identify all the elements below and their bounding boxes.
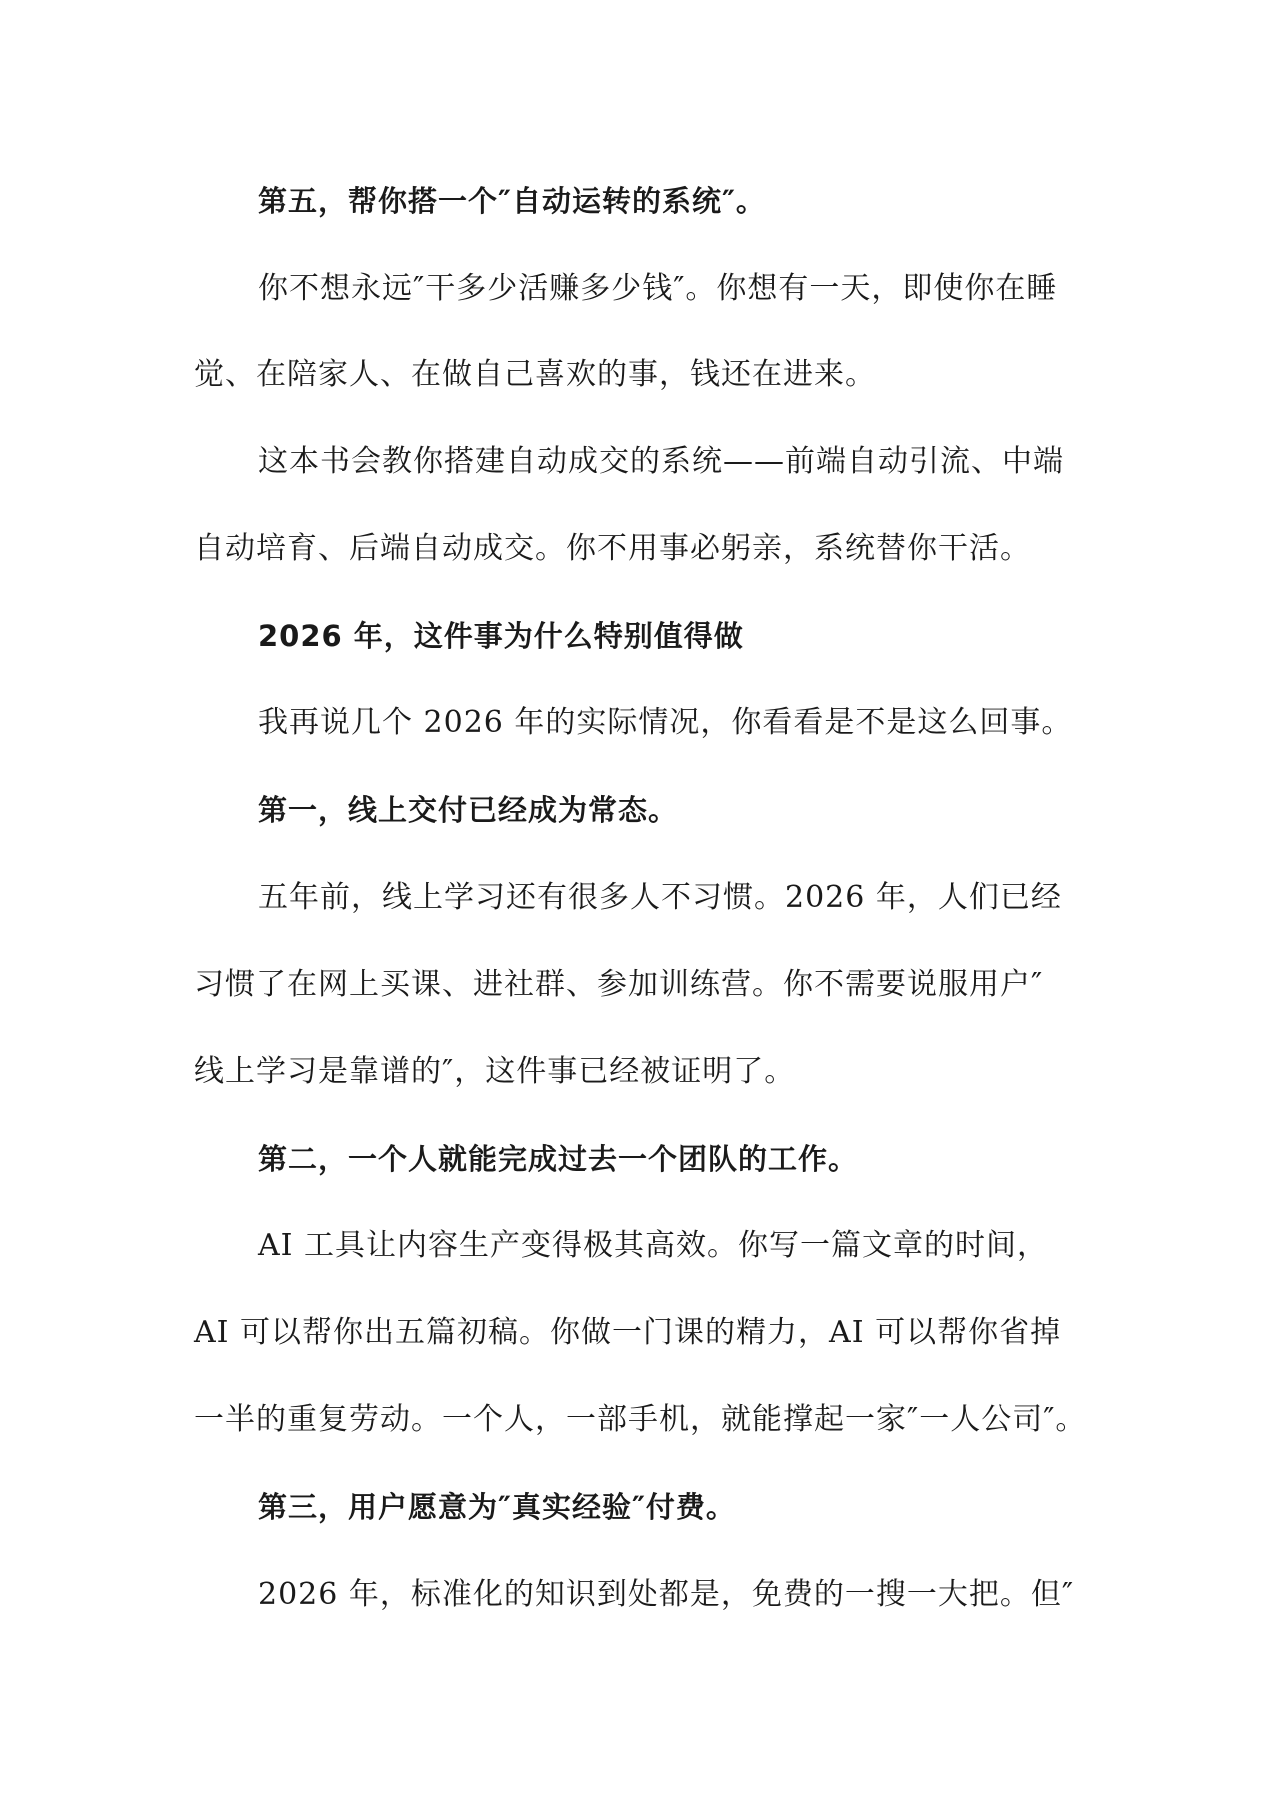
paragraph-line: 我再说几个 2026 年的实际情况，你看看是不是这么回事。: [258, 705, 1073, 740]
paragraph-line: 习惯了在网上买课、进社群、参加训练营。你不需要说服用户″: [194, 967, 1044, 1002]
paragraph-line: 2026 年，标准化的知识到处都是，免费的一搜一大把。但″: [258, 1577, 1075, 1612]
section-heading-second: 第二，一个人就能完成过去一个团队的工作。: [258, 1142, 859, 1176]
section-heading-third: 第三，用户愿意为″真实经验″付费。: [258, 1490, 736, 1524]
paragraph-line: 觉、在陪家人、在做自己喜欢的事，钱还在进来。: [194, 357, 876, 392]
paragraph-line: 五年前，线上学习还有很多人不习惯。2026 年，人们已经: [258, 880, 1062, 915]
paragraph-line: 这本书会教你搭建自动成交的系统——前端自动引流、中端: [258, 444, 1064, 479]
section-heading-first: 第一，线上交付已经成为常态。: [258, 793, 679, 827]
paragraph-line: 你不想永远″干多少活赚多少钱″。你想有一天，即使你在睡: [258, 271, 1058, 306]
paragraph-line: 一半的重复劳动。一个人，一部手机，就能撑起一家″一人公司″。: [194, 1402, 1087, 1437]
paragraph-line: 自动培育、后端自动成交。你不用事必躬亲，系统替你干活。: [194, 531, 1031, 566]
section-heading-fifth: 第五，帮你搭一个″自动运转的系统″。: [258, 184, 766, 218]
paragraph-line: AI 可以帮你出五篇初稿。你做一门课的精力，AI 可以帮你省掉: [194, 1315, 1062, 1350]
paragraph-line: 线上学习是靠谱的″，这件事已经被证明了。: [194, 1054, 796, 1089]
section-heading-2026: 2026 年，这件事为什么特别值得做: [258, 619, 744, 653]
paragraph-line: AI 工具让内容生产变得极其高效。你写一篇文章的时间，: [258, 1228, 1049, 1263]
